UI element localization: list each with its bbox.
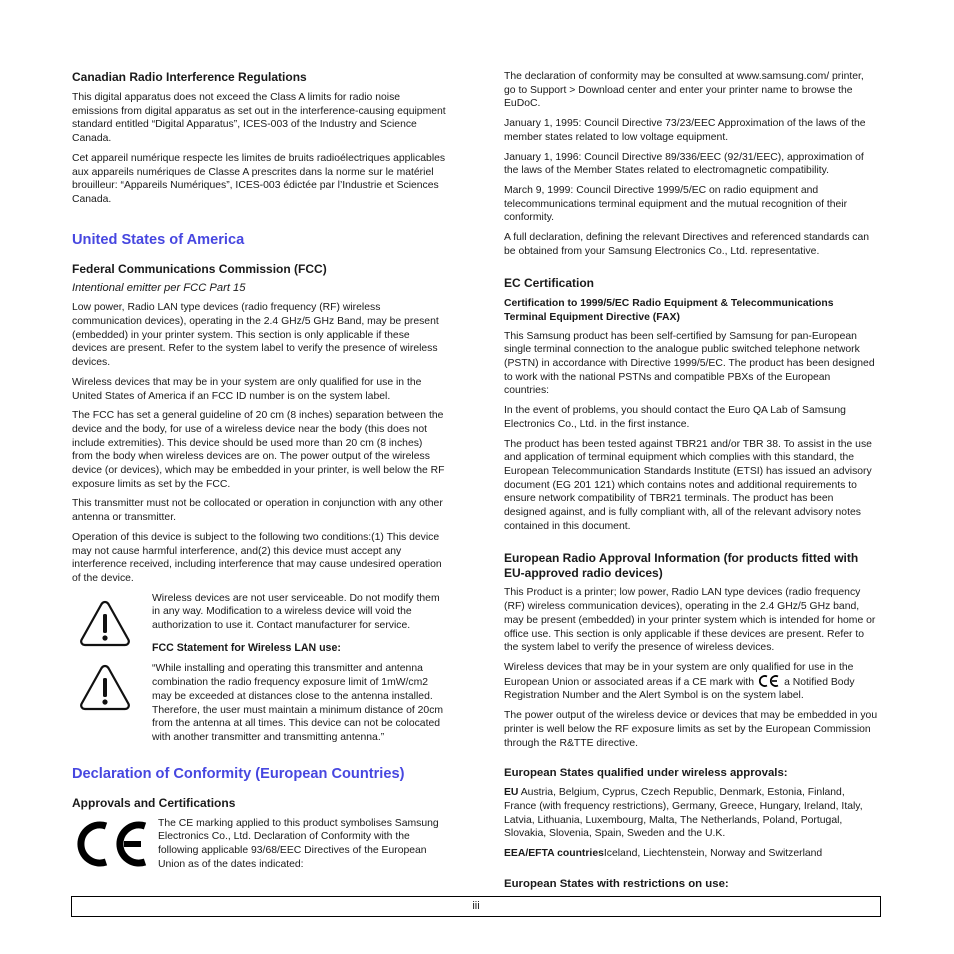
warning-block-1: [72, 592, 446, 745]
right-column: [504, 70, 878, 892]
radio-lan-paragraph: This Product is a printer; low power, Radio LAN type devices (radio frequency (RF) wireless communication devices), operating in the 2.4 GHz/5 GHz band, may be present (embedded) in your printer system which is intended for home or office use. This section is only applicable if these devices are present. Refer to the system label to verify the presence of wireless devices.: [504, 587, 876, 654]
canada-paragraph-fr: Cet appareil numérique respecte les limites de bruits radioélectriques applicables aux appareils numériques de Classe A prescrites dans la norme sur le matériel brouilleur: “Appareils Numériques”, ICES-003 édictée par l’Industrie et Sciences Canada.: [72, 152, 446, 205]
canada-paragraph-en: This digital apparatus does not exceed the Class A limits for radio noise emissions from digital apparatus as set out in the interference-causing equipment standard entitled “Digital Apparatus”, ICES-003 of the Industry and Science Canada.: [72, 92, 446, 145]
ce-marking-text: The CE marking applied to this product symbolises Samsung Electronics Co., Ltd. Declaration of Conformity with the following applicable 93/68/EEC Directives of the European Union as of the dates indicated:: [158, 817, 439, 870]
power-output-paragraph: The power output of the wireless device or devices that may be embedded in you printer is well below the RF exposure limits as set by the European Commission through the R&TTE directive.: [504, 710, 878, 749]
eu-states-paragraph: [504, 786, 878, 841]
eu-states-list: Austria, Belgium, Cyprus, Czech Republic, Denmark, Estonia, Finland, France (with frequency restrictions), Germany, Greece, Hungary, Ireland, Italy, Latvia, Lithuania, Luxembourg, Malta, The Netherlands, Poland, Portugal, Slovakia, Slovenia, Spain, Sweden and the U.K.: [504, 787, 863, 840]
declaration-paragraph: The declaration of conformity may be consulted at www.samsung.com/ printer, go to Support > Download center and enter your printer name to browse the EuDoC.: [504, 71, 864, 110]
restricted-states-heading: European States with restrictions on use:: [504, 877, 729, 890]
directive-1999-paragraph: March 9, 1999: Council Directive 1999/5/EC on radio equipment and telecommunications terminal equipment and the mutual recognition of their conformity.: [504, 184, 848, 224]
directive-1995-paragraph: January 1, 1995: Council Directive 73/23/EEC Approximation of the laws of the member states related to low voltage equipment.: [504, 118, 866, 143]
radio-approval-heading: European Radio Approval Information (for products fitted with EU-approved radio devices): [504, 551, 859, 581]
page-number: iii: [472, 900, 480, 912]
approvals-heading: Approvals and Certifications: [72, 795, 236, 810]
self-certified-paragraph: This Samsung product has been self-certified by Samsung for pan-European single terminal connection to the analogue public switched telephone network (PSTN) in accordance with Directive 1999/5/EC. The product has been designed to work with the national PSTNs and compatible PBXs of the European countries:: [504, 330, 875, 397]
eea-states-paragraph: [504, 847, 878, 861]
fcc-paragraph-4: This transmitter must not be collocated or operation in conjunction with any other antenna or transmitter.: [72, 498, 443, 524]
wireless-service-warning: Wireless devices are not user serviceable. Do not modify them in any way. Modification to a wireless device will void the authorization to use it. Contact manufacturer for service.: [152, 592, 440, 632]
ce-mark-paragraph: [504, 661, 878, 703]
qualified-states-heading: European States qualified under wireless approvals:: [504, 767, 788, 780]
fax-certification-heading: Certification to 1999/5/EC Radio Equipment & Telecommunications Terminal Equipment Directive (FAX): [504, 298, 834, 324]
warning-icon: [78, 598, 132, 648]
fcc-paragraph-2: Wireless devices that may be in your system are only qualified for use in the United States of America if an FCC ID number is on the system label.: [72, 376, 422, 402]
eu-section-title: Declaration of Conformity (European Countries): [72, 765, 405, 782]
fcc-statement-heading: FCC Statement for Wireless LAN use:: [152, 641, 341, 654]
ce-mark-icon: [758, 675, 780, 687]
eea-label: EEA/EFTA countries: [504, 848, 604, 860]
eu-label: EU: [504, 787, 519, 799]
directive-1996-paragraph: January 1, 1996: Council Directive 89/336/EEC (92/31/EEC), approximation of the laws of the Member States related to electromagnetic compatibility.: [504, 151, 864, 177]
fcc-paragraph-1: Low power, Radio LAN type devices (radio frequency (RF) wireless communication devices), operating in the 2.4 GHz/5 GHz Band, may be present (embedded) in your printer system. This section is only applicable if these devices are present. Refer to the system label to verify the presence of wireless devices.: [72, 302, 439, 369]
fcc-paragraph-5: Operation of this device is subject to the following two conditions:(1) This device may not cause harmful interference, and(2) this device must accept any interference received, including interference that may cause undesired operation of the device.: [72, 531, 442, 584]
left-column: [72, 70, 446, 871]
page-footer: [71, 896, 881, 917]
ce-mark-icon: [74, 821, 148, 867]
ce-mark-text-a: Wireless devices that may be in your system are only qualified for use in the European Union or associated areas if a CE mark with: [504, 661, 854, 688]
usa-section-title: United States of America: [72, 231, 245, 248]
ce-block: [72, 817, 446, 872]
fcc-paragraph-3: The FCC has set a general guideline of 20 cm (8 inches) separation between the device and the body, for use of a wireless device near the body (this does not include extremities). This device should be used more than 20 cm (8 inches) from the body when wireless devices are on. The power output of the wireless device (or devices), which may be embedded in your printer, is well below the RF exposure limits as set by the FCC.: [72, 410, 445, 490]
full-declaration-paragraph: A full declaration, defining the relevant Directives and referenced standards can be obtained from your Samsung Electronics Co., Ltd. representative.: [504, 232, 870, 257]
fcc-statement-text: “While installing and operating this transmitter and antenna combination the radio frequency exposure limit of 1mW/cm2 may be exceeded at distances close to the antenna installed. Therefore, the user must maintain a minimum distance of 20cm from the antenna at all times. This device can not be colocated with another transmitter and transmitting antenna.”: [152, 663, 444, 743]
tbr21-paragraph: The product has been tested against TBR21 and/or TBR 38. To assist in the use and application of terminal equipment which complies with this standard, the European Telecommunication Standards Institute (ETSI) has issued an advisory document (EG 201 121) which contains notes and additional requirements to ensure network compatibility of TBR21 terminals. The product has been designed against, and is fully compliant with, all of the relevant advisory notes contained in this document.: [504, 438, 872, 532]
warning-icon: [78, 662, 132, 712]
fcc-heading: Federal Communications Commission (FCC): [72, 261, 327, 276]
euro-qa-paragraph: In the event of problems, you should contact the Euro QA Lab of Samsung Electronics Co., Ltd. in the first instance.: [504, 405, 846, 430]
canada-heading: Canadian Radio Interference Regulations: [72, 70, 307, 84]
ec-certification-heading: EC Certification: [504, 276, 595, 291]
ce-mark-text-b: a Notified Body Registration Number and the Alert Symbol is on the system label.: [504, 676, 855, 702]
fcc-subheading: Intentional emitter per FCC Part 15: [72, 281, 246, 294]
eea-states-list: Iceland, Liechtenstein, Norway and Switzerland: [603, 848, 823, 860]
